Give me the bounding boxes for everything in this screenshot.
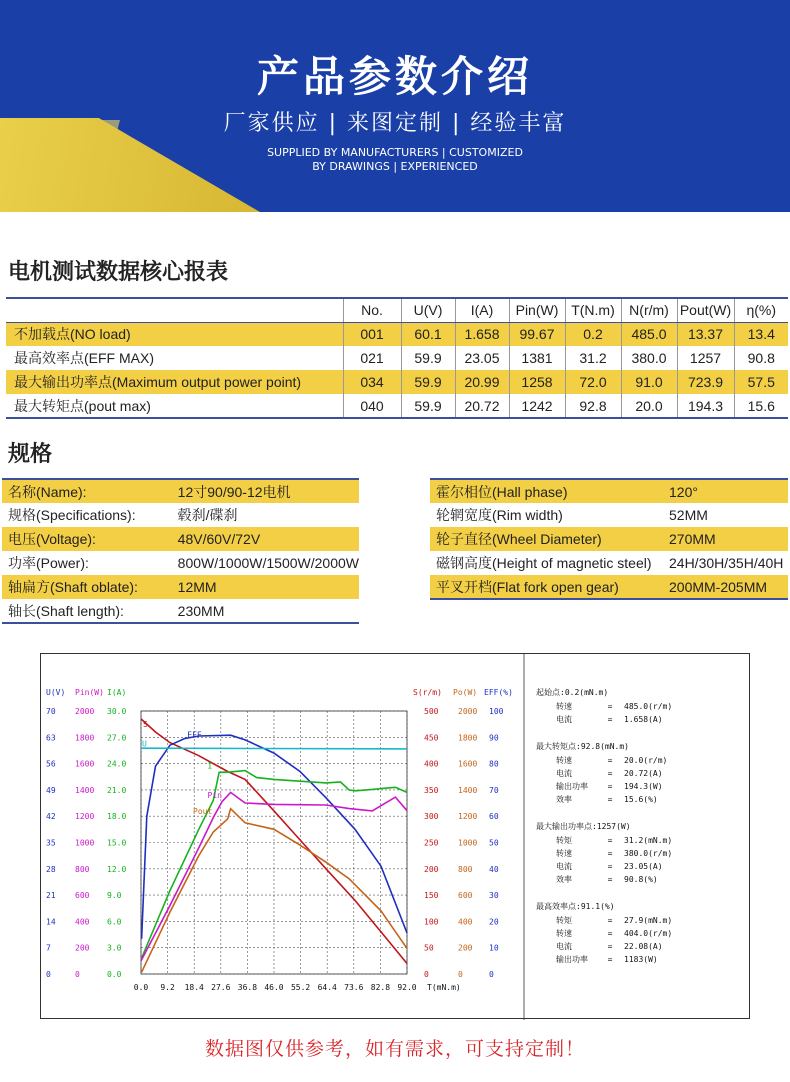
info-row: [536, 953, 746, 966]
info-block: [536, 740, 746, 806]
equals-sign: =: [607, 756, 613, 765]
spec-value: 200MM-205MM: [663, 575, 788, 599]
table-cell: 485.0: [621, 322, 677, 346]
tick-label-pin: 600: [75, 891, 90, 901]
equals-sign: =: [607, 715, 613, 724]
tick-label-i: 27.0: [107, 733, 127, 743]
tick-label-po: 1800: [458, 733, 478, 743]
tick-label-s: 100: [424, 917, 439, 927]
column-header: Pout(W): [677, 298, 734, 322]
table-row: [6, 346, 788, 370]
tick-label-pin: 400: [75, 917, 90, 927]
info-value: 31.2(mN.m): [624, 836, 673, 845]
spec-label: 轮子直径(Wheel Diameter): [430, 527, 663, 551]
table-cell: 1257: [677, 346, 734, 370]
table-cell: 59.9: [401, 346, 455, 370]
info-row: [536, 927, 746, 940]
tick-label-eff: 90: [489, 733, 499, 743]
tick-label-s: 0: [424, 970, 429, 979]
table-cell: 72.0: [565, 370, 621, 394]
axis-header: S(r/m): [413, 688, 442, 697]
tick-label-eff: 100: [489, 707, 504, 716]
spec-value: 12MM: [172, 575, 359, 599]
tick-label-po: 1000: [458, 838, 478, 848]
table-cell: 723.9: [677, 370, 734, 394]
spec-value: 48V/60V/72V: [172, 527, 359, 551]
table-cell: 1.658: [455, 322, 509, 346]
tick-label-u: 21: [46, 891, 56, 901]
spec-label: 磁钢高度(Height of magnetic steel): [436, 555, 652, 571]
banner-subtitle: 厂家供应 | 来图定制 | 经验丰富: [223, 111, 567, 136]
info-key: 电流: [556, 942, 572, 951]
info-block-title: 起始点:0.2(mN.m): [536, 688, 609, 697]
table-cell: 1258: [509, 370, 565, 394]
info-block-title: 最大转矩点:92.8(mN.m): [536, 742, 629, 751]
tick-label-s: 450: [424, 733, 439, 743]
tick-label-pin: 1800: [75, 733, 95, 743]
tick-label-i: 30.0: [107, 707, 127, 716]
info-row: [536, 834, 746, 847]
spec-label: 轮辋宽度(Rim width): [436, 507, 563, 523]
tick-label-s: 500: [424, 707, 439, 716]
series-label: I: [207, 761, 213, 771]
info-value: 380.0(r/m): [624, 849, 673, 858]
column-header: Pin(W): [509, 298, 565, 322]
tick-label-pin: 2000: [75, 707, 95, 716]
table-cell: 001: [343, 322, 401, 346]
tick-label-po: 2000: [458, 707, 478, 716]
info-row: [536, 914, 746, 927]
tick-label-s: 400: [424, 759, 439, 769]
column-header: No.: [343, 298, 401, 322]
tick-label-s: 150: [424, 891, 439, 901]
tick-label-u: 0: [46, 970, 51, 979]
tick-label-eff: 50: [489, 838, 499, 848]
info-key: 电流: [556, 715, 572, 724]
tick-label-po: 0: [458, 970, 463, 979]
info-value: 23.05(A): [624, 862, 663, 871]
axis-header: Pin(W): [75, 688, 104, 697]
table-cell: 92.8: [565, 394, 621, 418]
table-cell: 20.72: [455, 394, 509, 418]
spec-label: 霍尔相位(Hall phase): [430, 479, 663, 503]
equals-sign: =: [607, 875, 613, 884]
tick-label-s: 200: [424, 864, 439, 874]
column-header: T(N.m): [565, 298, 621, 322]
equals-sign: =: [607, 849, 613, 858]
x-tick-label: 55.2: [290, 983, 311, 992]
table-header-row: [6, 298, 788, 322]
x-tick-label: 82.8: [370, 983, 391, 992]
info-value: 20.72(A): [624, 769, 663, 778]
table-cell: 59.9: [401, 370, 455, 394]
info-key: 效率: [556, 795, 572, 804]
tick-label-po: 1600: [458, 759, 478, 769]
table-cell: 034: [343, 370, 401, 394]
spec-row: [2, 599, 359, 623]
info-value: 485.0(r/m): [624, 702, 673, 711]
x-tick-label: 92.0: [397, 983, 417, 992]
x-tick-label: 36.8: [237, 983, 258, 992]
axis-header: U(V): [46, 688, 66, 697]
table-cell: 60.1: [401, 322, 455, 346]
info-block: [536, 900, 746, 966]
info-block: [536, 820, 746, 886]
spec-value: 毂刹/碟刹: [177, 507, 238, 523]
x-tick-label: 18.4: [184, 983, 204, 992]
info-key: 效率: [556, 875, 572, 884]
x-tick-label: 64.4: [317, 983, 337, 992]
info-row: [536, 767, 746, 780]
table-cell: 31.2: [565, 346, 621, 370]
tick-label-u: 35: [46, 838, 56, 848]
tick-label-eff: 80: [489, 759, 499, 769]
equals-sign: =: [607, 929, 613, 938]
spec-label: 名称(Name):: [2, 479, 172, 503]
equals-sign: =: [607, 795, 613, 804]
tick-label-i: 3.0: [107, 943, 122, 953]
info-value: 90.8(%): [624, 875, 658, 884]
tick-label-pin: 1600: [75, 759, 95, 769]
performance-chart: [40, 653, 750, 1019]
column-header: η(%): [734, 298, 788, 322]
spec-row: [2, 479, 359, 503]
info-row: [536, 940, 746, 953]
tick-label-s: 350: [424, 785, 439, 795]
row-label: 最高效率点(EFF MAX): [6, 346, 343, 370]
spec-value: 24H/30H/35H/40H: [669, 555, 784, 571]
row-label: 最大输出功率点(Maximum output power point): [6, 370, 343, 394]
info-value: 1.658(A): [624, 715, 663, 724]
spec-row: [2, 503, 359, 527]
tick-label-i: 18.0: [107, 812, 127, 822]
spec-value: 12寸90/90-12电机: [172, 479, 359, 503]
info-row: [536, 700, 746, 713]
info-value: 22.08(A): [624, 942, 663, 951]
table-cell: 380.0: [621, 346, 677, 370]
spec-row: [430, 503, 788, 527]
equals-sign: =: [607, 782, 613, 791]
table-cell: 13.37: [677, 322, 734, 346]
x-tick-label: 27.6: [211, 983, 231, 992]
spec-row: [430, 527, 788, 551]
tick-label-s: 50: [424, 943, 434, 953]
info-block-title: 最大输出功率点:1257(W): [536, 822, 631, 831]
info-value: 15.6(%): [624, 795, 658, 804]
table-cell: 1381: [509, 346, 565, 370]
series-label: Pout: [193, 807, 213, 817]
equals-sign: =: [607, 769, 613, 778]
table-cell: 91.0: [621, 370, 677, 394]
spec-title: 规格: [8, 442, 53, 467]
spec-table-right: [430, 478, 788, 600]
info-row: [536, 873, 746, 886]
spec-row: [430, 479, 788, 503]
info-key: 转速: [556, 702, 572, 711]
tick-label-i: 9.0: [107, 891, 122, 901]
spec-label: 轴长(Shaft length):: [2, 599, 172, 623]
info-row: [536, 713, 746, 726]
column-header: N(r/m): [621, 298, 677, 322]
tick-label-eff: 20: [489, 917, 499, 927]
table-row: [6, 322, 788, 346]
column-header: [6, 298, 343, 322]
tick-label-po: 800: [458, 864, 473, 874]
info-key: 电流: [556, 862, 572, 871]
info-value: 404.0(r/m): [624, 929, 673, 938]
column-header: I(A): [455, 298, 509, 322]
info-value: 1183(W): [624, 955, 658, 964]
spec-label: 功率(Power):: [8, 555, 89, 571]
spec-row: [2, 575, 359, 599]
tick-label-eff: 70: [489, 785, 499, 795]
table-cell: 99.67: [509, 322, 565, 346]
info-row: [536, 754, 746, 767]
table-cell: 021: [343, 346, 401, 370]
x-tick-label: 73.6: [344, 983, 364, 992]
series-label: EFF: [187, 730, 202, 740]
x-axis-unit: T(mN.m): [427, 983, 461, 992]
table-row: [6, 370, 788, 394]
info-key: 转速: [556, 929, 572, 938]
tick-label-pin: 0: [75, 970, 80, 979]
page-title: 产品参数介绍: [256, 52, 533, 101]
tick-label-u: 63: [46, 733, 56, 743]
info-value: 27.9(mN.m): [624, 916, 673, 925]
column-header: U(V): [401, 298, 455, 322]
test-report-title: 电机测试数据核心报表: [8, 260, 229, 285]
tick-label-u: 28: [46, 864, 56, 874]
footer-note: 数据图仅供参考，如有需求，可支持定制！: [204, 1038, 585, 1060]
spec-value: 800W/1000W/1500W/2000W: [177, 555, 359, 571]
series-label: S: [143, 719, 148, 729]
tick-label-po: 200: [458, 943, 473, 953]
tick-label-po: 1200: [458, 812, 478, 822]
spec-value: 270MM: [663, 527, 788, 551]
tick-label-i: 24.0: [107, 759, 127, 769]
info-block: [536, 686, 746, 726]
tick-label-u: 70: [46, 707, 56, 716]
equals-sign: =: [607, 836, 613, 845]
spec-label: 平叉开档(Flat fork open gear): [430, 575, 663, 599]
table-cell: 90.8: [747, 350, 775, 366]
tick-label-i: 15.0: [107, 838, 127, 848]
table-cell: 040: [343, 394, 401, 418]
table-cell: 15.6: [734, 394, 788, 418]
equals-sign: =: [607, 955, 613, 964]
banner-english-line: SUPPLIED BY MANUFACTURERS | CUSTOMIZED: [267, 146, 523, 159]
row-label: 不加载点(NO load): [6, 322, 343, 346]
tick-label-pin: 1400: [75, 785, 95, 795]
info-key: 转速: [556, 849, 572, 858]
info-value: 20.0(r/m): [624, 756, 668, 765]
spec-value: 52MM: [669, 507, 708, 523]
table-cell: 194.3: [677, 394, 734, 418]
tick-label-u: 14: [46, 917, 56, 927]
info-row: [536, 793, 746, 806]
info-key: 转矩: [556, 836, 572, 845]
series-label: Pin: [207, 791, 222, 801]
table-cell: 0.2: [565, 322, 621, 346]
tick-label-i: 6.0: [107, 917, 122, 927]
test-report-table: [6, 297, 788, 419]
table-cell: 59.9: [401, 394, 455, 418]
banner-english-line: BY DRAWINGS | EXPERIENCED: [312, 160, 478, 173]
spec-row: [430, 575, 788, 599]
tick-label-u: 42: [46, 812, 56, 822]
series-label: U: [142, 739, 147, 749]
tick-label-pin: 800: [75, 864, 90, 874]
spec-label: 轴扁方(Shaft oblate):: [2, 575, 172, 599]
table-row: [6, 394, 788, 418]
tick-label-s: 250: [424, 838, 439, 848]
tick-label-eff: 10: [489, 943, 499, 953]
info-row: [536, 860, 746, 873]
series-line-u: [141, 748, 407, 749]
tick-label-pin: 1000: [75, 838, 95, 848]
x-tick-label: 46.0: [264, 983, 284, 992]
axis-header: EFF(%): [484, 688, 513, 697]
table-cell: 13.4: [734, 322, 788, 346]
table-cell: 20.0: [621, 394, 677, 418]
info-row: [536, 847, 746, 860]
info-row: [536, 780, 746, 793]
tick-label-i: 12.0: [107, 864, 127, 874]
tick-label-po: 1400: [458, 785, 478, 795]
x-tick-label: 0.0: [133, 983, 149, 992]
table-cell: 1242: [509, 394, 565, 418]
tick-label-eff: 0: [489, 970, 494, 979]
axis-header: I(A): [107, 688, 127, 697]
tick-label-u: 7: [46, 943, 51, 953]
tick-label-u: 49: [46, 785, 56, 795]
equals-sign: =: [607, 702, 613, 711]
table-cell: 20.99: [455, 370, 509, 394]
row-label: 最大转矩点(pout max): [6, 394, 343, 418]
tick-label-po: 600: [458, 891, 473, 901]
info-key: 转矩: [556, 916, 572, 925]
info-block-title: 最高效率点:91.1(%): [536, 902, 615, 911]
equals-sign: =: [607, 862, 613, 871]
tick-label-eff: 30: [489, 891, 499, 901]
spec-row: [2, 551, 359, 575]
tick-label-eff: 40: [489, 864, 499, 874]
x-tick-label: 9.2: [160, 983, 175, 992]
spec-row: [2, 527, 359, 551]
spec-label: 规格(Specifications):: [8, 507, 136, 523]
header-banner: [0, 0, 790, 212]
info-key: 输出功率: [556, 782, 588, 791]
spec-value: 230MM: [172, 599, 359, 623]
info-key: 转速: [556, 756, 572, 765]
info-key: 电流: [556, 769, 572, 778]
info-key: 输出功率: [556, 955, 588, 964]
tick-label-pin: 200: [75, 943, 90, 953]
tick-label-eff: 60: [489, 812, 499, 822]
tick-label-pin: 1200: [75, 812, 95, 822]
equals-sign: =: [607, 942, 613, 951]
tick-label-po: 400: [458, 917, 473, 927]
tick-label-i: 0.0: [107, 970, 122, 979]
spec-label: 电压(Voltage):: [2, 527, 172, 551]
spec-row: [430, 551, 788, 575]
spec-table-left: [2, 478, 359, 624]
spec-value: 120°: [663, 479, 788, 503]
axis-header: Po(W): [453, 688, 478, 697]
chart-info-panel: [536, 686, 746, 980]
tick-label-s: 300: [424, 812, 439, 822]
table-cell: 23.05: [455, 346, 509, 370]
info-value: 194.3(W): [624, 782, 663, 791]
tick-label-i: 21.0: [107, 785, 127, 795]
equals-sign: =: [607, 916, 613, 925]
tick-label-u: 56: [46, 759, 56, 769]
table-cell: 57.5: [734, 370, 788, 394]
